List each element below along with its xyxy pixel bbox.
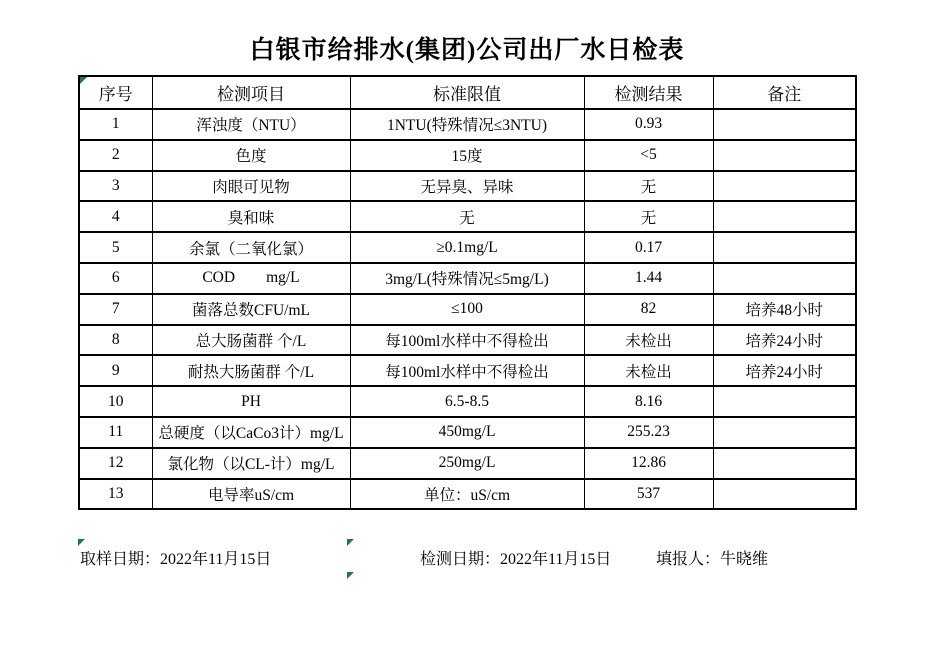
cell-limit: 单位：uS/cm xyxy=(350,479,584,510)
cell-result: 0.93 xyxy=(584,109,713,140)
col-header-note: 备注 xyxy=(713,76,856,109)
cell-no: 13 xyxy=(79,479,152,510)
cell-result: 12.86 xyxy=(584,448,713,479)
table-row xyxy=(79,325,856,356)
cell-result: 无 xyxy=(584,171,713,202)
page-title: 白银市给排水(集团)公司出厂水日检表 xyxy=(249,37,685,64)
table-row xyxy=(79,294,856,325)
table-row xyxy=(79,355,856,386)
cell-note: 培养24小时 xyxy=(713,355,856,386)
reporter: 填报人：牛晓维 xyxy=(656,551,769,568)
cell-limit: 6.5-8.5 xyxy=(350,386,584,417)
cell-item: 氯化物（以CL-计）mg/L xyxy=(152,448,350,479)
cell-item: 菌落总数CFU/mL xyxy=(152,294,350,325)
table-row xyxy=(79,140,856,171)
cell-error-marker-icon xyxy=(347,539,354,546)
table-row xyxy=(79,232,856,263)
cell-result: <5 xyxy=(584,140,713,171)
table-row xyxy=(79,448,856,479)
col-header-no: 序号 xyxy=(79,76,152,109)
table-row xyxy=(79,479,856,510)
cell-no: 10 xyxy=(79,386,152,417)
test-date: 检测日期：2022年11月15日 xyxy=(420,551,612,568)
cell-result: 0.17 xyxy=(584,232,713,263)
cell-note xyxy=(713,263,856,294)
cell-note xyxy=(713,479,856,510)
cell-no: 9 xyxy=(79,355,152,386)
cell-item: 色度 xyxy=(152,140,350,171)
cell-item: COD mg/L xyxy=(152,263,350,294)
col-header-result: 检测结果 xyxy=(584,76,713,109)
cell-limit: 1NTU(特殊情况≤3NTU) xyxy=(350,109,584,140)
table-row xyxy=(79,417,856,448)
cell-no: 8 xyxy=(79,325,152,356)
cell-item: 总硬度（以CaCo3计）mg/L xyxy=(152,417,350,448)
table-row xyxy=(79,201,856,232)
cell-no: 12 xyxy=(79,448,152,479)
cell-item: 浑浊度（NTU） xyxy=(152,109,350,140)
cell-limit: 250mg/L xyxy=(350,448,584,479)
cell-item: 电导率uS/cm xyxy=(152,479,350,510)
cell-error-marker-icon xyxy=(347,572,354,579)
cell-limit: ≥0.1mg/L xyxy=(350,232,584,263)
sample-date: 取样日期：2022年11月15日 xyxy=(80,551,272,568)
cell-note xyxy=(713,171,856,202)
cell-limit: 无异臭、异味 xyxy=(350,171,584,202)
inspection-table xyxy=(78,75,857,510)
cell-item: 余氯（二氧化氯） xyxy=(152,232,350,263)
cell-note xyxy=(713,109,856,140)
cell-no: 1 xyxy=(79,109,152,140)
cell-no: 2 xyxy=(79,140,152,171)
cell-result: 537 xyxy=(584,479,713,510)
table-row xyxy=(79,386,856,417)
cell-note: 培养24小时 xyxy=(713,325,856,356)
cell-result: 8.16 xyxy=(584,386,713,417)
cell-result: 82 xyxy=(584,294,713,325)
cell-no: 5 xyxy=(79,232,152,263)
cell-error-marker-icon xyxy=(80,77,87,84)
cell-result: 255.23 xyxy=(584,417,713,448)
cell-note xyxy=(713,417,856,448)
cell-note xyxy=(713,386,856,417)
cell-note xyxy=(713,140,856,171)
cell-no: 7 xyxy=(79,294,152,325)
cell-result: 未检出 xyxy=(584,355,713,386)
cell-limit: 450mg/L xyxy=(350,417,584,448)
cell-limit: 每100ml水样中不得检出 xyxy=(350,325,584,356)
cell-no: 11 xyxy=(79,417,152,448)
cell-result: 未检出 xyxy=(584,325,713,356)
table-row xyxy=(79,263,856,294)
cell-note: 培养48小时 xyxy=(713,294,856,325)
col-header-limit: 标准限值 xyxy=(350,76,584,109)
cell-error-marker-icon xyxy=(78,539,85,546)
cell-note xyxy=(713,448,856,479)
cell-limit: 无 xyxy=(350,201,584,232)
cell-result: 1.44 xyxy=(584,263,713,294)
cell-limit: 15度 xyxy=(350,140,584,171)
cell-result: 无 xyxy=(584,201,713,232)
cell-item: PH xyxy=(152,386,350,417)
cell-item: 耐热大肠菌群 个/L xyxy=(152,355,350,386)
cell-item: 肉眼可见物 xyxy=(152,171,350,202)
cell-note xyxy=(713,232,856,263)
cell-limit: 每100ml水样中不得检出 xyxy=(350,355,584,386)
cell-note xyxy=(713,201,856,232)
table-row xyxy=(79,109,856,140)
cell-no: 6 xyxy=(79,263,152,294)
cell-limit: 3mg/L(特殊情况≤5mg/L) xyxy=(350,263,584,294)
cell-item: 总大肠菌群 个/L xyxy=(152,325,350,356)
table-row xyxy=(79,171,856,202)
header-row xyxy=(79,76,856,109)
cell-no: 3 xyxy=(79,171,152,202)
cell-limit: ≤100 xyxy=(350,294,584,325)
col-header-item: 检测项目 xyxy=(152,76,350,109)
cell-no: 4 xyxy=(79,201,152,232)
cell-item: 臭和味 xyxy=(152,201,350,232)
